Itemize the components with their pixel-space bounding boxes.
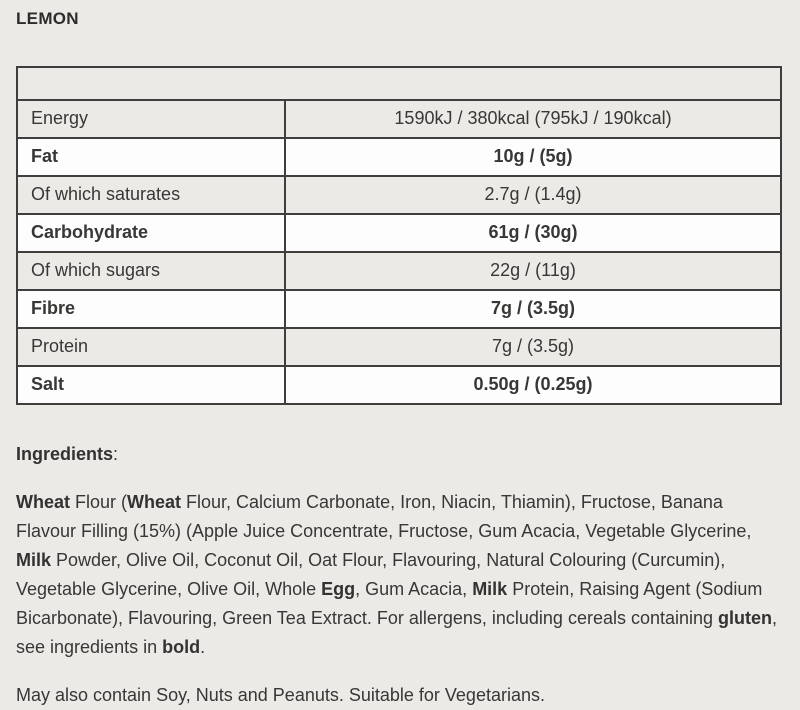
table-row-carbohydrate <box>18 215 780 253</box>
allergen-may-contain-note: May also contain Soy, Nuts and Peanuts. Suitable for Vegetarians. <box>16 685 545 705</box>
table-row-protein <box>18 329 780 367</box>
nutrient-label: Fibre <box>18 291 286 327</box>
nutrient-value: 2.7g / (1.4g) <box>484 184 582 204</box>
nutrient-value: 10g / (5g) <box>493 146 573 166</box>
ingredients-heading: Ingredients: <box>16 444 119 464</box>
nutrition-table <box>16 66 782 405</box>
nutrient-value: 1590kJ / 380kcal (795kJ / 190kcal) <box>394 108 672 128</box>
nutrient-value: 61g / (30g) <box>488 222 578 242</box>
table-row-sugars <box>18 253 780 291</box>
product-title: LEMON <box>16 9 79 28</box>
nutrient-value: 7g / (3.5g) <box>490 298 575 318</box>
ingredients-description: Wheat Flour (Wheat Flour, Calcium Carbonate, Iron, Niacin, Thiamin), Fructose, Banana Flavour Filling (15%) (Apple Juice Concentrate, Fructose, Gum Acacia, Vegetable Glycerine, Milk Powder, Olive Oil, Coconut Oil, Oat Flour, Flavouring, Natural Colouring (Curcumin), Vegetable Glycerine, Olive Oil, Whole Egg, Gum Acacia, Milk Protein, Raising Agent (Sodium Bicarbonate), Flavouring, Green Tea Extract. For allergens, including cereals containing gluten, see ingredients in bold. <box>16 492 778 657</box>
table-row-salt <box>18 367 780 403</box>
nutrient-label: Of which saturates <box>18 177 286 213</box>
table-row-energy <box>18 101 780 139</box>
table-row-fat <box>18 139 780 177</box>
table-row-fibre <box>18 291 780 329</box>
nutrient-label: Protein <box>18 329 286 365</box>
nutrient-value: 7g / (3.5g) <box>491 336 575 356</box>
ingredients-section <box>16 440 784 710</box>
nutrient-label: Fat <box>18 139 286 175</box>
nutrient-label: Carbohydrate <box>18 215 286 251</box>
nutrition-table-header-row <box>18 68 780 101</box>
nutrient-label: Of which sugars <box>18 253 286 289</box>
nutrient-label: Energy <box>18 101 286 137</box>
nutrient-label: Salt <box>18 367 286 403</box>
nutrient-value: 22g / (11g) <box>490 260 576 280</box>
table-row-saturates <box>18 177 780 215</box>
nutrient-value: 0.50g / (0.25g) <box>473 374 593 394</box>
